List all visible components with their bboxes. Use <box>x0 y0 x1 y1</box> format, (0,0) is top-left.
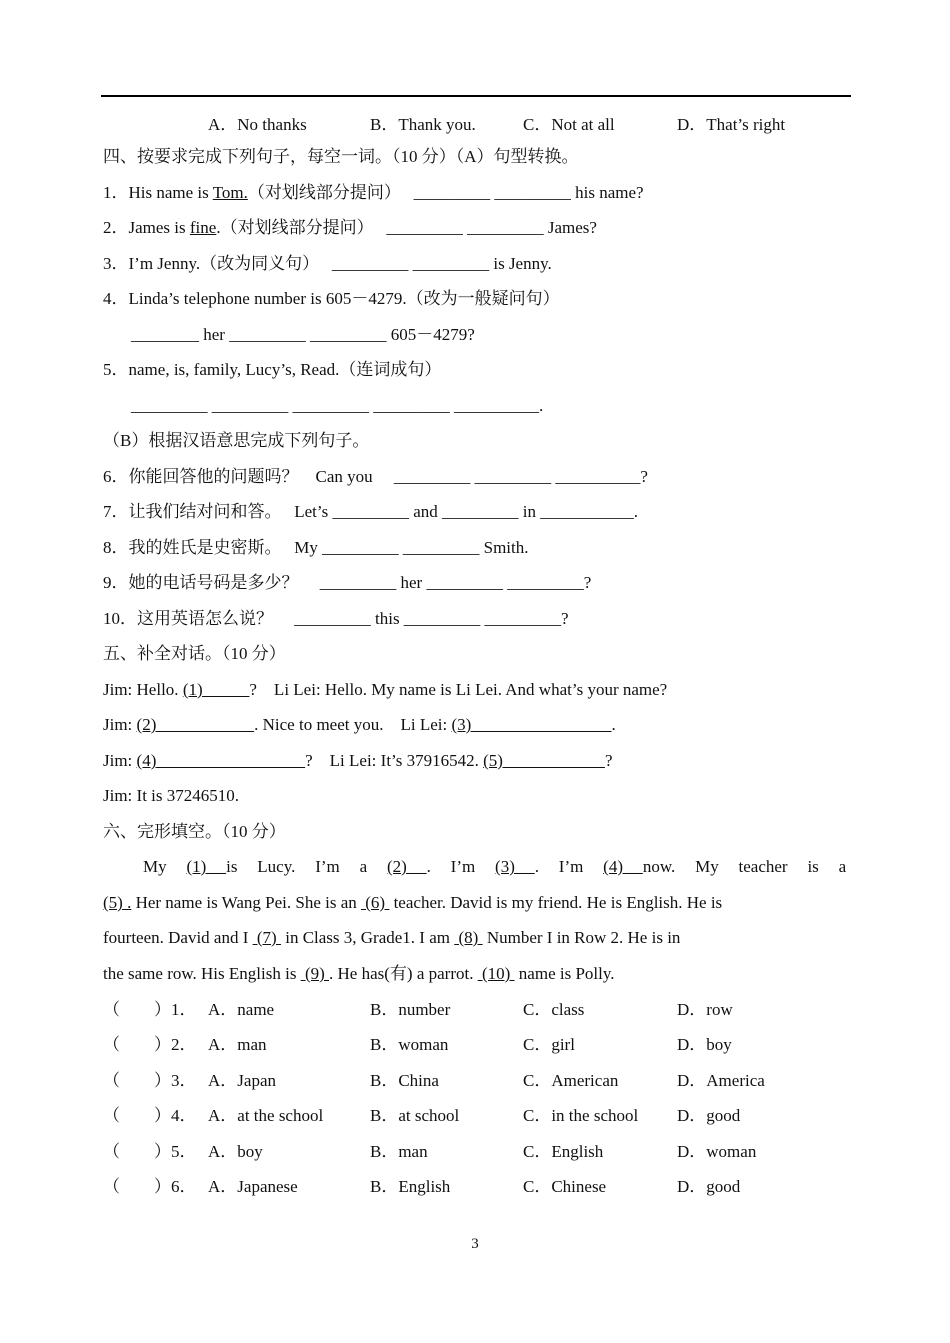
question-4-answer: ________ her _________ _________ 605－4279? <box>131 325 475 344</box>
dialog-line-4: Jim: It is 37246510. <box>103 786 240 805</box>
question-9: 9．她的电话号码是多少？ _________ her _________ _________? <box>103 573 592 592</box>
choice-question-4: （ ）4． A．at the school B．at school C．in the school D．good <box>103 1106 741 1125</box>
cloze-paragraph-line-1: My (1) is Lucy. I’m a (2) . I’m (3) . I’m (4) now. My teacher is a <box>143 857 847 876</box>
question-3: 3．I’m Jenny.（改为同义句） _________ _________ is Jenny. <box>103 254 552 273</box>
choice-question-5: （ ）5． A．boy B．man C．English D．woman <box>103 1142 757 1161</box>
dialog-line-3: Jim: (4) ? Li Lei: It’s 37916542. (5) ? <box>103 751 613 770</box>
choice-question-3: （ ）3． A．Japan B．China C．American D．America <box>103 1071 765 1090</box>
dialog-line-1: Jim: Hello. (1) ? Li Lei: Hello. My name is Li Lei. And what’s your name? <box>103 680 668 699</box>
cloze-paragraph-line-2: (5) . Her name is Wang Pei. She is an (6) teacher. David is my friend. He is English. He is <box>103 893 723 912</box>
option-d: D．That’s right <box>677 115 786 134</box>
cloze-paragraph-line-4: the same row. His English is (9) . He has(有) a parrot. (10) name is Polly. <box>103 964 615 983</box>
choice-question-6: （ ）6． A．Japanese B．English C．Chinese D．good <box>103 1177 741 1196</box>
choice-question-1: （ ）1． A．name B．number C．class D．row <box>103 1000 733 1019</box>
page-number: 3 <box>471 1236 479 1252</box>
part-b-heading: （B）根据汉语意思完成下列句子。 <box>103 431 370 450</box>
section4-heading: 四、按要求完成下列句子，每空一词。（10 分）（A）句型转换。 <box>103 147 579 166</box>
choice-question-2: （ ）2． A．man B．woman C．girl D．boy <box>103 1035 732 1054</box>
question-5-answer: _________ _________ _________ _________ __________. <box>131 396 544 415</box>
question-8: 8．我的姓氏是史密斯。 My _________ _________ Smith. <box>103 538 529 557</box>
section6-heading: 六、完形填空。（10 分） <box>103 822 286 841</box>
question-4: 4．Linda’s telephone number is 605－4279.（改为一般疑问句） <box>103 289 560 308</box>
question-6: 6．你能回答他的问题吗？ Can you _________ _________ __________? <box>103 467 648 486</box>
question-1: 1．His name is Tom.（对划线部分提问） _________ _________ his name? <box>103 183 644 202</box>
option-b: B．Thank you. <box>370 115 476 134</box>
option-a: A．No thanks <box>208 115 307 134</box>
dialog-line-2: Jim: (2) . Nice to meet you. Li Lei: (3) . <box>103 715 616 734</box>
question-5: 5．name, is, family, Lucy’s, Read.（连词成句） <box>103 360 442 379</box>
cloze-paragraph-line-3: fourteen. David and I (7) in Class 3, Grade1. I am (8) Number I in Row 2. He is in <box>103 928 681 947</box>
question-10: 10．这用英语怎么说？ _________ this _________ _________? <box>103 609 569 628</box>
option-c: C．Not at all <box>523 115 615 134</box>
section5-heading: 五、补全对话。（10 分） <box>103 644 286 663</box>
header-rule <box>101 95 851 97</box>
question-2: 2．James is fine.（对划线部分提问） _________ _________ James? <box>103 218 597 237</box>
question-7: 7．让我们结对问和答。 Let’s _________ and _________ in ___________. <box>103 502 639 521</box>
